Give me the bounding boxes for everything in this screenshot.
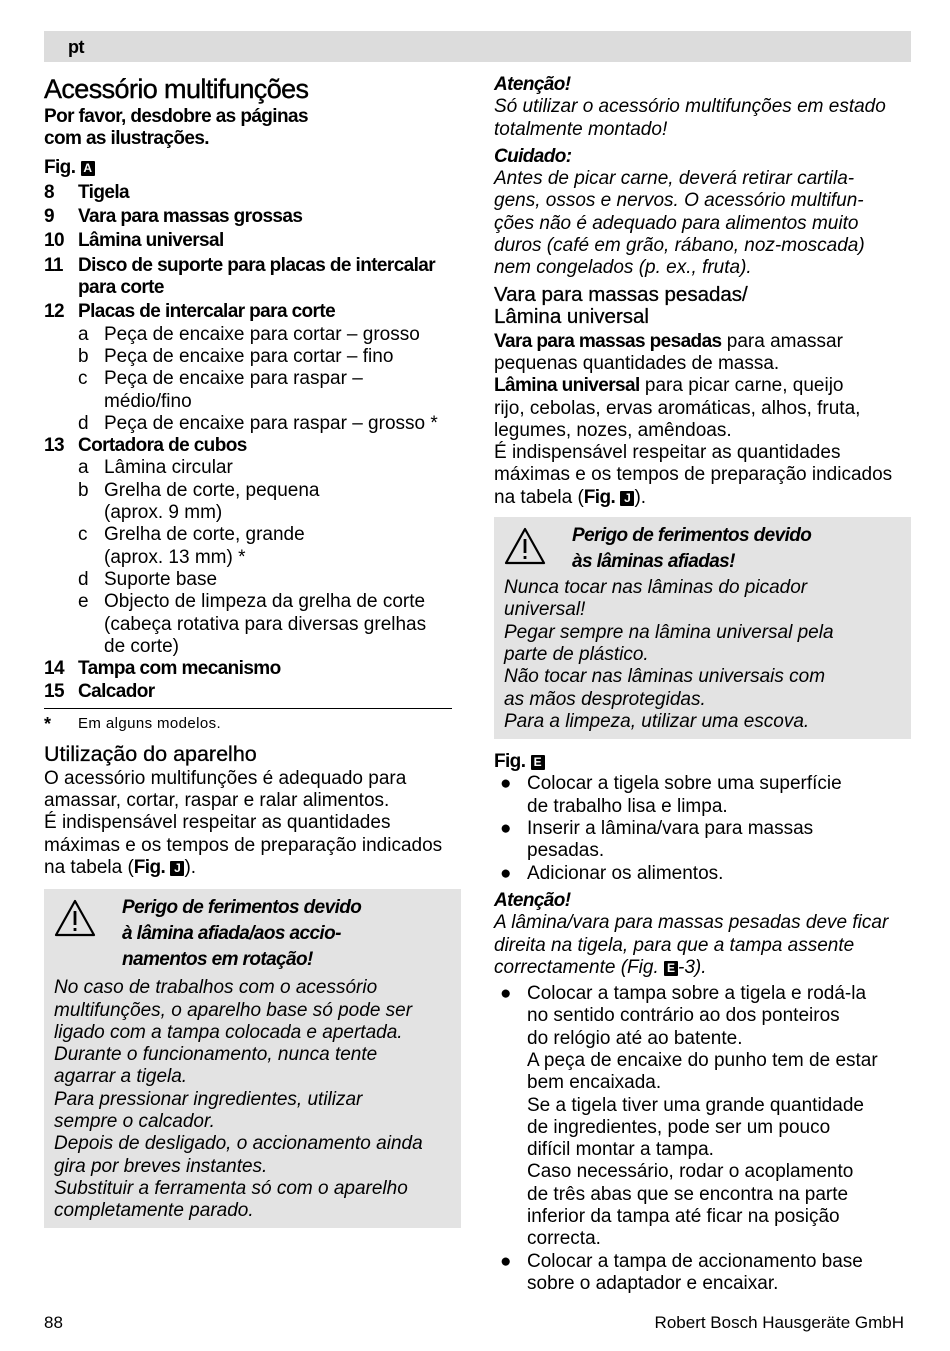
- bullet-text: [527, 983, 911, 1251]
- bullet-line: correcta.: [527, 1228, 601, 1250]
- paragraph-line: máximas e os tempos de preparação indicados: [494, 464, 893, 486]
- sub-item-letter: b: [78, 345, 89, 367]
- warning-line: Substituir a ferramenta só com o aparelho: [54, 1177, 408, 1199]
- footnote-divider: [44, 708, 452, 709]
- paragraph-line: rijo, cebolas, ervas aromáticas, alhos, fruta,: [494, 397, 861, 419]
- section-title-line: Lâmina universal: [494, 305, 649, 329]
- list-item: [494, 983, 911, 1251]
- caution-line: Antes de picar carne, deverá retirar cartila-: [494, 168, 855, 190]
- fig-letter-badge: E: [664, 961, 678, 976]
- sub-item-line: (cabeça rotativa para diversas grelhas: [104, 613, 427, 635]
- sub-item-label: [104, 368, 464, 413]
- bullet-line: Inserir a lâmina/vara para massas: [527, 818, 814, 840]
- caution-line: duros (café em grão, rábano, noz-moscada): [494, 235, 865, 257]
- item-number: 13: [44, 435, 64, 457]
- sub-item-line: Grelha de corte, grande: [104, 524, 305, 546]
- bullet-text: [527, 818, 911, 863]
- item-label-line: Disco de suporte para placas de intercalar: [78, 254, 436, 276]
- attention-line: totalmente montado!: [494, 118, 668, 140]
- paragraph-line: [44, 857, 464, 879]
- list-item: [44, 681, 464, 703]
- warning-line: Pegar sempre na lâmina universal pela: [504, 621, 834, 643]
- sub-item-line: Grelha de corte, pequena: [104, 479, 320, 501]
- paragraph-line: O acessório multifunções é adequado para: [44, 767, 407, 789]
- intro-line-1: Por favor, desdobre as páginas: [44, 106, 308, 127]
- sub-item-letter: a: [78, 323, 89, 345]
- item-number: 14: [44, 658, 64, 680]
- bullet-dot-icon: ●: [500, 773, 512, 795]
- warning-line: as mãos desprotegidas.: [504, 688, 706, 710]
- bullet-text: [527, 773, 911, 818]
- item-label: Calcador: [78, 681, 155, 703]
- sub-item: [44, 457, 464, 479]
- sub-item-letter: e: [78, 591, 89, 613]
- warning-header: [54, 895, 451, 973]
- warning-triangle-icon: [54, 895, 122, 973]
- bullet-text: Adicionar os alimentos.: [527, 862, 724, 884]
- warning-title-line: Perigo de ferimentos devido: [572, 525, 812, 547]
- list-item: [494, 863, 911, 885]
- warning-box: [494, 517, 911, 739]
- sub-item: [44, 569, 464, 591]
- paragraph-line: É indispensável respeitar as quantidades: [494, 442, 841, 464]
- item-number: 8: [44, 181, 54, 203]
- attention-line: direita na tigela, para que a tampa assente: [494, 934, 855, 956]
- sub-item-label: Peça de encaixe para raspar – grosso *: [104, 412, 438, 434]
- sub-item-line: de corte): [104, 635, 179, 657]
- item-label: Tampa com mecanismo: [78, 658, 281, 680]
- bullet-dot-icon: ●: [500, 862, 512, 884]
- warning-title: [572, 523, 901, 575]
- caution-line: nem congelados (p. ex., fruta).: [494, 257, 752, 279]
- item-number: 12: [44, 301, 64, 323]
- warning-line: parte de plástico.: [504, 643, 649, 665]
- sub-item: [44, 591, 464, 658]
- parts-list: [44, 182, 464, 704]
- sub-item-line: Objecto de limpeza da grelha de corte: [104, 591, 426, 613]
- item-label: Lâmina universal: [78, 230, 224, 252]
- text-span: para amassar: [721, 330, 843, 352]
- fig-letter-badge: J: [170, 861, 184, 876]
- attention-label: Atenção!: [494, 74, 571, 95]
- sub-item-letter: c: [78, 368, 88, 390]
- list-item: [494, 818, 911, 863]
- sub-item: [44, 324, 464, 346]
- bullet-line: de três abas que se encontra na parte: [527, 1183, 849, 1205]
- text-span: ).: [634, 486, 647, 508]
- warning-line: ligado com a tampa colocada e apertada.: [54, 1021, 403, 1043]
- warning-line: Depois de desligado, o accionamento ainda: [54, 1133, 423, 1155]
- warning-title: [122, 895, 451, 973]
- list-item: [44, 658, 464, 680]
- fig-e-reference: [494, 751, 911, 773]
- sub-item-label: Suporte base: [104, 568, 218, 590]
- bullet-line: no sentido contrário ao dos ponteiros: [527, 1005, 840, 1027]
- text-span: correctamente (Fig.: [494, 956, 664, 978]
- sub-item-label: Peça de encaixe para cortar – fino: [104, 345, 394, 367]
- item-number: 9: [44, 206, 54, 228]
- warning-line: gira por breves instantes.: [54, 1155, 268, 1177]
- text-span: -3).: [678, 956, 707, 978]
- attention-line: [494, 957, 911, 979]
- list-item: [44, 255, 464, 300]
- bullet-line: A peça de encaixe do punho tem de estar: [527, 1049, 878, 1071]
- bullet-line: Colocar a tampa de accionamento base: [527, 1250, 863, 1272]
- sub-item: [44, 368, 464, 413]
- paragraph-line: [494, 331, 911, 353]
- bullet-line: de ingredientes, pode ser um pouco: [527, 1116, 831, 1138]
- sub-item-letter: b: [78, 479, 89, 501]
- sub-item-letter: a: [78, 457, 89, 479]
- fig-letter-badge: J: [620, 491, 634, 506]
- warning-line: No caso de trabalhos com o acessório: [54, 977, 378, 999]
- fig-label: Fig.: [583, 486, 616, 508]
- bullet-line: pesadas.: [527, 840, 605, 862]
- bullet-line: difícil montar a tampa.: [527, 1139, 714, 1161]
- bullet-line: do relógio até ao batente.: [527, 1027, 743, 1049]
- warning-line: multifunções, o aparelho base só pode ser: [54, 999, 413, 1021]
- left-column: [44, 74, 464, 1228]
- section-title-heavy-dough: [494, 284, 911, 329]
- section-title-line: Vara para massas pesadas/: [494, 282, 748, 306]
- item-number: 11: [44, 254, 63, 276]
- bullet-line: sobre o adaptador e encaixar.: [527, 1272, 779, 1294]
- text-span: na tabela (: [494, 486, 584, 508]
- fig-label: Fig.: [133, 856, 166, 878]
- fig-letter-badge: E: [531, 755, 545, 770]
- bullet-text: [527, 1251, 911, 1296]
- list-item: [494, 1251, 911, 1296]
- caution-line: ções não é adequado para alimentos muito: [494, 212, 859, 234]
- warning-line: sempre o calcador.: [54, 1110, 215, 1132]
- warning-body: [54, 977, 451, 1222]
- caution-label: Cuidado:: [494, 145, 572, 167]
- warning-title-line: à lâmina afiada/aos accio-: [122, 923, 341, 945]
- page-number: 88: [44, 1313, 63, 1332]
- sub-item-label: [104, 480, 464, 525]
- warning-body: [504, 577, 901, 733]
- paragraph-line: legumes, nozes, amêndoas.: [494, 419, 732, 441]
- footer-company: Robert Bosch Hausgeräte GmbH: [654, 1313, 904, 1332]
- attention-label: Atenção!: [494, 889, 571, 911]
- bullet-line: de trabalho lisa e limpa.: [527, 795, 728, 817]
- paragraph-line: amassar, cortar, raspar e ralar alimentos.: [44, 790, 390, 812]
- footnote-text: Em alguns modelos.: [78, 714, 222, 732]
- footnote-mark: *: [44, 713, 52, 734]
- sub-item-letter: d: [78, 568, 89, 590]
- warning-line: Não tocar nas lâminas universais com: [504, 666, 826, 688]
- sub-item-label: Lâmina circular: [104, 457, 233, 479]
- warning-line: universal!: [504, 599, 586, 621]
- warning-line: agarrar a tigela.: [54, 1066, 188, 1088]
- sub-item-letter: d: [78, 412, 89, 434]
- bullet-line: Caso necessário, rodar o acoplamento: [527, 1161, 854, 1183]
- sub-item: [44, 524, 464, 569]
- bullet-dot-icon: ●: [500, 983, 512, 1005]
- sub-item-letter: c: [78, 524, 88, 546]
- warning-line: Durante o funcionamento, nunca tente: [54, 1044, 378, 1066]
- warning-header: [504, 523, 901, 575]
- intro-line-2: com as ilustrações.: [44, 128, 209, 150]
- bullet-line: inferior da tampa até ficar na posição: [527, 1206, 840, 1228]
- list-item: [44, 435, 464, 457]
- bullet-dot-icon: ●: [500, 818, 512, 840]
- paragraph-line: máximas e os tempos de preparação indicados: [44, 834, 443, 856]
- paragraph-line: [494, 375, 911, 397]
- warning-triangle-icon: [504, 523, 572, 575]
- bullet-line: Se a tigela tiver uma grande quantidade: [527, 1094, 864, 1116]
- language-code: pt: [68, 37, 84, 57]
- warning-title-line: Perigo de ferimentos devido: [122, 897, 362, 919]
- fig-label: Fig.: [44, 156, 76, 178]
- item-label: Tigela: [78, 181, 129, 203]
- text-span: para picar carne, queijo: [639, 375, 844, 397]
- attention-line: A lâmina/vara para massas pesadas deve ficar: [494, 912, 889, 934]
- text-span: na tabela (: [44, 856, 134, 878]
- warning-line: Nunca tocar nas lâminas do picador: [504, 577, 808, 599]
- footnote: [44, 715, 464, 733]
- warning-box: [44, 889, 461, 1228]
- sub-item: [44, 480, 464, 525]
- term-bold: Lâmina universal: [494, 375, 640, 397]
- fig-letter-badge: A: [81, 161, 95, 176]
- item-label-line: para corte: [78, 277, 164, 299]
- item-number: 15: [44, 681, 64, 703]
- sub-item-line: médio/fino: [104, 390, 192, 412]
- sub-item-label: Peça de encaixe para cortar – grosso: [104, 323, 420, 345]
- fig-label: Fig.: [494, 751, 526, 773]
- item-label: Cortadora de cubos: [78, 435, 247, 457]
- item-label: Placas de intercalar para corte: [78, 301, 336, 323]
- section-title-usage: Utilização do aparelho: [44, 741, 257, 766]
- page-title: Acessório multifunções: [44, 74, 309, 104]
- fig-a-reference: [44, 157, 464, 179]
- list-item: [44, 301, 464, 323]
- attention-line: Só utilizar o acessório multifunções em estado: [494, 96, 886, 118]
- language-header-bar: [44, 31, 911, 62]
- sub-item-line: (aprox. 13 mm) *: [104, 546, 246, 568]
- item-label: [78, 255, 464, 300]
- warning-line: completamente parado.: [54, 1200, 254, 1222]
- list-item: [44, 182, 464, 204]
- bullet-line: Colocar a tigela sobre uma superfície: [527, 773, 842, 795]
- list-item: [494, 773, 911, 818]
- sub-item: [44, 346, 464, 368]
- paragraph-line: pequenas quantidades de massa.: [494, 352, 780, 374]
- paragraph-line: [494, 487, 911, 509]
- item-number: 10: [44, 230, 64, 252]
- paragraph-line: É indispensável respeitar as quantidades: [44, 812, 391, 834]
- warning-title-line: às lâminas afiadas!: [572, 551, 735, 573]
- right-column: [494, 74, 911, 1295]
- text-span: ).: [184, 856, 197, 878]
- warning-title-line: namentos em rotação!: [122, 949, 313, 971]
- bullet-line: Colocar a tampa sobre a tigela e rodá-la: [527, 983, 867, 1005]
- sub-item: [44, 413, 464, 435]
- caution-line: gens, ossos e nervos. O acessório multifun-: [494, 190, 864, 212]
- list-item: [44, 206, 464, 228]
- item-label: Vara para massas grossas: [78, 206, 303, 228]
- warning-line: Para a limpeza, utilizar uma escova.: [504, 710, 810, 732]
- bullet-line: bem encaixada.: [527, 1072, 662, 1094]
- term-bold: Vara para massas pesadas: [494, 330, 722, 352]
- list-item: [44, 230, 464, 252]
- sub-item-line: Peça de encaixe para raspar –: [104, 368, 363, 390]
- sub-item-label: [104, 524, 464, 569]
- sub-item-label: [104, 591, 464, 658]
- sub-item-line: (aprox. 9 mm): [104, 502, 223, 524]
- warning-line: Para pressionar ingredientes, utilizar: [54, 1088, 363, 1110]
- bullet-dot-icon: ●: [500, 1250, 512, 1272]
